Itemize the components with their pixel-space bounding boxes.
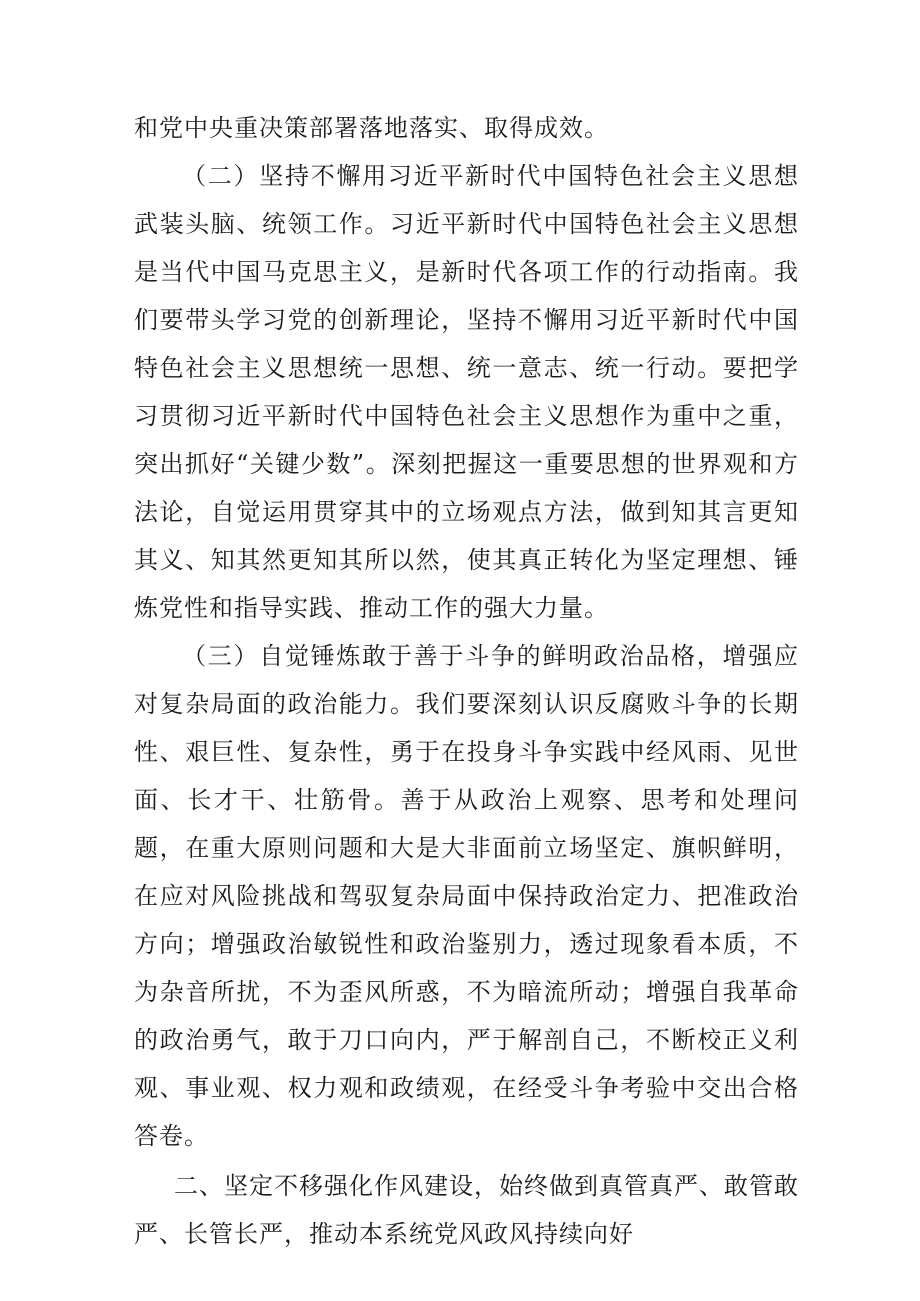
document-body [134, 104, 799, 1258]
paragraph-section-three: （三）自觉锤炼敢于善于斗争的鲜明政治品格，增强应对复杂局面的政治能力。我们要深刻认识反腐败斗争的长期性、艰巨性、复杂性，勇于在投身斗争实践中经风雨、见世面、长才干、壮筋骨。善于从政治上观察、思考和处理问题，在重大原则问题和大是大非面前立场坚定、旗帜鲜明，在应对风险挑战和驾驭复杂局面中保持政治定力、把准政治方向；增强政治敏锐性和政治鉴别力，透过现象看本质，不为杂音所扰，不为歪风所惑，不为暗流所动；增强自我革命的政治勇气，敢于刀口向内，严于解剖自己，不断校正义利观、事业观、权力观和政绩观，在经受斗争考验中交出合格答卷。 [134, 642, 799, 1150]
paragraph-continuation: 和党中央重决策部署落地落实、取得成效。 [134, 114, 609, 142]
section-heading-two: 二、坚定不移强化作风建设，始终做到真管真严、敢管敢严、长管长严，推动本系统党风政风持续向好 [134, 1172, 799, 1248]
paragraph-section-two: （二）坚持不懈用习近平新时代中国特色社会主义思想武装头脑、统领工作。习近平新时代中国特色社会主义思想是当代中国马克思主义，是新时代各项工作的行动指南。我们要带头学习党的创新理论，坚持不懈用习近平新时代中国特色社会主义思想统一思想、统一意志、统一行动。要把学习贯彻习近平新时代中国特色社会主义思想作为重中之重，突出抓好“关键少数”。深刻把握这一重要思想的世界观和方法论，自觉运用贯穿其中的立场观点方法，做到知其言更知其义、知其然更知其所以然，使其真正转化为坚定理想、锤炼党性和指导实践、推动工作的强大力量。 [134, 162, 799, 622]
